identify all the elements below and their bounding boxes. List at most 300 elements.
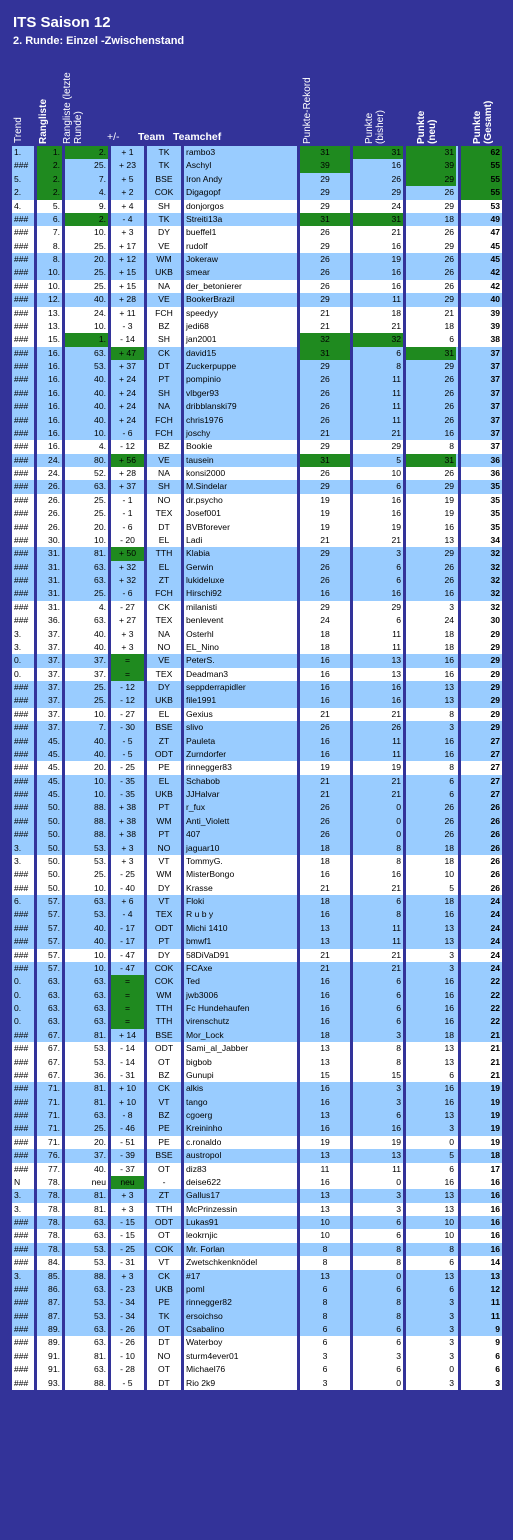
teamchef-cell: konsi2000: [186, 468, 226, 478]
bisher-cell: 19: [391, 762, 401, 773]
change-cell: + 32: [119, 561, 136, 572]
neu-cell: 26: [444, 227, 454, 238]
neu-cell: 16: [444, 1096, 454, 1107]
header-punkte-gesamt: Punkte (Gesamt): [472, 100, 494, 144]
prev-rank-cell: 63.: [94, 575, 106, 585]
change-cell: - 27: [120, 601, 135, 612]
neu-cell: 18: [444, 1029, 454, 1040]
change-cell: - 35: [120, 775, 135, 786]
table-row: [12, 240, 502, 253]
rank-cell: 78.: [48, 1203, 60, 1214]
bisher-cell: 6: [396, 347, 401, 358]
team-cell: TEX: [155, 668, 173, 679]
team-cell: UKB: [155, 267, 173, 278]
rekord-cell: 21: [320, 307, 330, 318]
prev-rank-cell: 53.: [94, 1257, 106, 1268]
table-row: [12, 1256, 502, 1269]
table-row: [12, 574, 502, 587]
prev-rank-cell: 53.: [94, 361, 106, 371]
prev-rank-cell: 25.: [94, 280, 106, 291]
rank-cell: 71.: [48, 1123, 60, 1134]
gesamt-cell: 24: [490, 909, 500, 920]
bisher-cell: 21: [391, 227, 401, 238]
bisher-cell: 6: [396, 896, 401, 906]
prev-rank-cell: 1.: [65, 333, 108, 346]
rank-cell: 24.: [48, 468, 60, 478]
bisher-cell: 3: [396, 548, 401, 559]
neu-cell: 13: [444, 682, 454, 692]
table-row: [12, 761, 502, 774]
neu-cell: 3: [449, 962, 454, 973]
teamchef-cell: bmwf1: [186, 936, 212, 947]
table-row: [12, 895, 502, 908]
table-row: [12, 320, 502, 333]
teamchef-cell: 407: [186, 829, 201, 840]
neu-cell: 18: [444, 641, 454, 652]
rekord-cell: 16: [320, 1176, 330, 1187]
change-cell: + 4: [121, 200, 134, 211]
team-cell: NO: [157, 494, 171, 505]
trend-cell: ###: [14, 748, 29, 759]
bisher-cell: 6: [396, 1003, 401, 1013]
gesamt-cell: 35: [490, 521, 500, 532]
rank-cell: 24.: [48, 454, 60, 465]
team-cell: FCH: [155, 307, 173, 318]
rekord-cell: 21: [320, 534, 330, 545]
bisher-cell: 3: [396, 1096, 401, 1107]
prev-rank-cell: 63.: [94, 1230, 106, 1241]
table-row: [12, 641, 502, 654]
teamchef-cell: FCAxe: [186, 962, 213, 973]
prev-rank-cell: 88.: [94, 802, 106, 813]
neu-cell: 31: [406, 347, 456, 360]
team-cell: PT: [158, 829, 170, 840]
bisher-cell: 16: [391, 1123, 401, 1134]
table-row: [12, 347, 502, 360]
table-row: [12, 1283, 502, 1296]
team-cell: EL: [158, 534, 170, 545]
trend-cell: ###: [14, 962, 29, 973]
gesamt-cell: 37: [490, 414, 500, 425]
gesamt-cell: 6: [495, 1364, 500, 1375]
trend-cell: ###: [14, 615, 29, 626]
trend-cell: ###: [14, 949, 29, 960]
rank-cell: 71.: [48, 1110, 60, 1120]
change-cell: - 26: [120, 1324, 135, 1334]
rekord-cell: 8: [322, 1257, 328, 1268]
table-row: [12, 668, 502, 681]
bisher-cell: 8: [396, 1310, 401, 1321]
prev-rank-cell: 40.: [94, 401, 106, 412]
bisher-cell: 19: [391, 254, 401, 264]
gesamt-cell: 16: [490, 1176, 500, 1187]
prev-rank-cell: 10.: [94, 708, 106, 719]
prev-rank-cell: 37.: [94, 655, 106, 666]
change-cell: - 1: [122, 494, 133, 505]
neu-cell: 24: [444, 615, 454, 626]
rank-cell: 8.: [52, 254, 60, 264]
trend-cell: ###: [14, 1337, 29, 1348]
team-cell: FCH: [155, 414, 173, 425]
rank-cell: 50.: [48, 842, 60, 853]
prev-rank-cell: 53.: [94, 842, 106, 853]
teamchef-cell: jwb3006: [186, 989, 219, 1000]
gesamt-cell: 36: [490, 468, 500, 478]
team-cell: COK: [154, 187, 174, 198]
table-row: [12, 735, 502, 748]
teamchef-cell: Zurndorfer: [186, 748, 227, 759]
prev-rank-cell: 37.: [94, 1150, 106, 1161]
bisher-cell: 6: [396, 1364, 401, 1375]
bisher-cell: 8: [396, 361, 401, 371]
team-cell: BSE: [155, 173, 173, 184]
prev-rank-cell: 10.: [94, 882, 106, 893]
header-rangliste-letzte: Rangliste (letzte Runde): [62, 72, 84, 144]
teamchef-cell: Ladi: [186, 534, 203, 545]
teamchef-cell: leokrnjic: [186, 1230, 218, 1241]
change-cell: - 6: [122, 521, 133, 532]
rank-cell: 31.: [48, 561, 60, 572]
neu-cell: 8: [449, 762, 454, 773]
table-row: [12, 775, 502, 788]
table-row: [12, 1029, 502, 1042]
team-cell: WM: [156, 869, 172, 880]
trend-cell: ###: [14, 414, 29, 425]
bisher-cell: 32: [353, 333, 403, 346]
rank-cell: 87.: [48, 1297, 60, 1308]
rank-cell: 37.: [48, 695, 60, 706]
teamchef-cell: austropol: [186, 1150, 222, 1161]
neu-cell: 13: [444, 1203, 454, 1214]
change-cell: - 1: [122, 508, 133, 519]
bisher-cell: 6: [396, 1337, 401, 1348]
neu-cell: 29: [444, 548, 454, 559]
gesamt-cell: 24: [490, 962, 500, 973]
table-row: [12, 949, 502, 962]
change-cell: =: [111, 1015, 144, 1028]
team-cell: PE: [158, 762, 170, 773]
neu-cell: 26: [444, 187, 454, 198]
teamchef-cell: chris1976: [186, 414, 224, 425]
trend-cell: ###: [14, 454, 29, 465]
rank-cell: 30.: [48, 534, 60, 545]
table-row: [12, 1163, 502, 1176]
neu-cell: 26: [444, 815, 454, 826]
header-rangliste: Rangliste: [38, 98, 49, 144]
change-cell: + 17: [119, 240, 136, 251]
team-cell: NA: [158, 468, 170, 478]
neu-cell: 8: [449, 708, 454, 719]
teamchef-cell: MisterBongo: [186, 869, 235, 880]
prev-rank-cell: 40.: [94, 294, 106, 305]
prev-rank-cell: 10.: [94, 962, 106, 973]
trend-cell: ###: [14, 240, 29, 251]
teamchef-cell: Kreininho: [186, 1123, 223, 1134]
neu-cell: 19: [444, 508, 454, 519]
change-cell: + 11: [119, 307, 136, 318]
gesamt-cell: 62: [461, 146, 502, 159]
table-row: [12, 1310, 502, 1323]
teamchef-cell: Osterhl: [186, 628, 214, 639]
trend-cell: ###: [14, 548, 29, 559]
rekord-cell: 21: [320, 949, 330, 960]
teamchef-cell: donjorgos: [186, 200, 224, 211]
prev-rank-cell: 81.: [94, 1029, 106, 1040]
trend-cell: 3.: [14, 628, 22, 639]
rekord-cell: 26: [320, 267, 330, 278]
teamchef-cell: EL_Nino: [186, 641, 219, 652]
trend-cell: ###: [14, 1257, 29, 1268]
trend-cell: N: [14, 1176, 21, 1187]
change-cell: - 25: [120, 869, 135, 880]
teamchef-cell: r_fux: [186, 802, 206, 813]
change-cell: =: [111, 1002, 144, 1015]
change-cell: - 20: [120, 534, 135, 545]
teamchef-cell: Floki: [186, 896, 205, 906]
rank-cell: 84.: [48, 1257, 60, 1268]
table-row: [12, 467, 502, 480]
gesamt-cell: 16: [490, 1230, 500, 1241]
bisher-cell: 11: [392, 401, 401, 412]
prev-rank-cell: 4.: [98, 441, 106, 452]
trend-cell: ###: [14, 521, 29, 532]
trend-cell: ###: [14, 1029, 29, 1040]
team-cell: OT: [158, 1364, 170, 1375]
rank-cell: 77.: [48, 1163, 60, 1174]
rekord-cell: 13: [320, 1203, 330, 1214]
change-cell: + 3: [121, 227, 134, 238]
bisher-cell: 16: [391, 494, 401, 505]
bisher-cell: 29: [391, 601, 401, 612]
bisher-cell: 21: [391, 427, 401, 438]
bisher-cell: 8: [396, 1056, 401, 1067]
team-cell: OT: [158, 1230, 170, 1241]
rank-cell: 45.: [48, 775, 60, 786]
prev-rank-cell: 25.: [94, 869, 106, 880]
neu-cell: 26: [444, 254, 454, 264]
gesamt-cell: 32: [490, 561, 500, 572]
rekord-cell: 26: [320, 387, 330, 398]
gesamt-cell: 26: [490, 882, 500, 893]
neu-cell: 26: [444, 387, 454, 398]
gesamt-cell: 14: [490, 1257, 500, 1268]
change-cell: + 24: [119, 387, 136, 398]
rank-cell: 71.: [48, 1083, 60, 1094]
bisher-cell: 10: [391, 468, 401, 478]
rekord-cell: 13: [320, 1190, 330, 1201]
neu-cell: 6: [449, 1069, 454, 1080]
change-cell: - 17: [120, 922, 135, 933]
rekord-cell: 26: [320, 468, 330, 478]
rank-cell: 16.: [48, 347, 60, 358]
change-cell: - 4: [122, 213, 133, 224]
gesamt-cell: 13: [490, 1270, 500, 1281]
prev-rank-cell: 40.: [94, 641, 106, 652]
bisher-cell: 16: [391, 240, 401, 251]
teamchef-cell: bueffel1: [186, 227, 217, 238]
table-row: [12, 521, 502, 534]
table-row: [12, 654, 502, 667]
teamchef-cell: Zuckerpuppe: [186, 361, 237, 371]
teamchef-cell: Klabia: [186, 548, 210, 559]
neu-cell: 3: [449, 949, 454, 960]
trend-cell: ###: [14, 1364, 29, 1375]
rekord-cell: 26: [320, 414, 330, 425]
prev-rank-cell: 24.: [94, 307, 106, 318]
team-cell: UKB: [155, 1283, 173, 1294]
team-cell: DT: [158, 361, 170, 371]
neu-cell: 16: [444, 1176, 454, 1187]
table-row: [12, 601, 502, 614]
change-cell: + 3: [121, 641, 134, 652]
change-cell: + 2: [121, 187, 134, 198]
prev-rank-cell: 63.: [94, 1364, 106, 1375]
change-cell: + 37: [119, 361, 136, 371]
gesamt-cell: 37: [490, 374, 500, 385]
prev-rank-cell: 80.: [94, 454, 106, 465]
neu-cell: 26: [444, 829, 454, 840]
header-teamchef: Teamchef: [173, 131, 222, 143]
neu-cell: 16: [444, 1083, 454, 1094]
neu-cell: 6: [449, 1163, 454, 1174]
bisher-cell: 21: [391, 708, 401, 719]
gesamt-cell: 27: [490, 748, 500, 759]
trend-cell: ###: [14, 1243, 29, 1254]
team-cell: ZT: [158, 1190, 170, 1201]
rank-cell: 57.: [48, 896, 60, 906]
trend-cell: ###: [14, 267, 29, 278]
teamchef-cell: c.ronaldo: [186, 1136, 222, 1147]
rank-cell: 78.: [48, 1217, 60, 1227]
rekord-cell: 19: [320, 508, 330, 519]
teamchef-cell: milanisti: [186, 601, 218, 612]
gesamt-cell: 16: [490, 1243, 500, 1254]
rekord-cell: 29: [320, 200, 330, 211]
rank-cell: 67.: [48, 1029, 60, 1040]
trend-cell: ###: [14, 1310, 29, 1321]
page-subtitle: 2. Runde: Einzel -Zwischenstand: [13, 35, 185, 47]
team-cell: BZ: [158, 1069, 170, 1080]
change-cell: + 28: [119, 468, 136, 478]
prev-rank-cell: 2.: [65, 213, 108, 226]
table-row: [12, 1203, 502, 1216]
rekord-cell: 11: [320, 1163, 330, 1174]
gesamt-cell: 24: [490, 896, 500, 906]
table-row: [12, 815, 502, 828]
gesamt-cell: 42: [490, 267, 500, 278]
trend-cell: ###: [14, 601, 29, 612]
teamchef-cell: dr.psycho: [186, 494, 223, 505]
team-cell: ODT: [154, 1217, 174, 1227]
rekord-cell: 26: [320, 802, 330, 813]
table-row: [12, 975, 502, 988]
trend-cell: ###: [14, 802, 29, 813]
change-cell: - 30: [120, 722, 135, 733]
bisher-cell: 6: [396, 976, 401, 987]
change-cell: + 38: [119, 815, 136, 826]
rank-cell: 45.: [48, 748, 60, 759]
rank-cell: 2.: [37, 159, 62, 172]
change-cell: - 5: [122, 1377, 133, 1388]
rekord-cell: 21: [320, 320, 330, 331]
trend-cell: ###: [14, 922, 29, 933]
team-cell: BSE: [155, 722, 173, 733]
neu-cell: 0: [449, 1364, 454, 1375]
table-row: [12, 1056, 502, 1069]
trend-cell: ###: [14, 775, 29, 786]
trend-cell: ###: [14, 561, 29, 572]
neu-cell: 13: [444, 1190, 454, 1201]
change-cell: - 28: [120, 1364, 135, 1375]
neu-cell: 26: [444, 575, 454, 585]
trend-cell: 0.: [14, 989, 22, 1000]
change-cell: - 3: [122, 320, 133, 331]
rank-cell: 31.: [48, 588, 60, 599]
rekord-cell: 16: [320, 1096, 330, 1107]
rank-cell: 67.: [48, 1069, 60, 1080]
rekord-cell: 21: [320, 962, 330, 973]
bisher-cell: 11: [392, 641, 401, 652]
gesamt-cell: 29: [490, 655, 500, 666]
bisher-cell: 21: [391, 949, 401, 960]
header-team: Team: [138, 131, 165, 143]
neu-cell: 26: [444, 267, 454, 278]
rekord-cell: 26: [320, 575, 330, 585]
rekord-cell: 18: [320, 1029, 330, 1040]
team-cell: SH: [158, 200, 170, 211]
neu-cell: 8: [449, 1243, 454, 1254]
prev-rank-cell: 40.: [94, 1163, 106, 1174]
rekord-cell: 16: [320, 1083, 330, 1094]
team-cell: COK: [154, 962, 174, 973]
gesamt-cell: 29: [490, 628, 500, 639]
table-row: [12, 159, 502, 172]
bisher-cell: 19: [391, 521, 401, 532]
change-cell: + 15: [119, 280, 136, 291]
teamchef-cell: Bookie: [186, 441, 213, 452]
teamchef-cell: Fc Hundehaufen: [186, 1003, 250, 1013]
gesamt-cell: 39: [490, 320, 500, 331]
team-cell: ZT: [158, 575, 170, 585]
team-cell: VE: [158, 655, 170, 666]
prev-rank-cell: 40.: [94, 387, 106, 398]
table-row: [12, 1082, 502, 1095]
bisher-cell: 6: [396, 481, 401, 492]
rekord-cell: 21: [320, 708, 330, 719]
neu-cell: 39: [406, 159, 456, 172]
change-cell: + 3: [121, 855, 134, 866]
teamchef-cell: vlbger93: [186, 387, 219, 398]
trend-cell: ###: [14, 213, 29, 224]
neu-cell: 18: [444, 896, 454, 906]
rank-cell: 45.: [48, 789, 60, 799]
rank-cell: 16.: [48, 361, 60, 371]
rekord-cell: 16: [320, 695, 330, 706]
trend-cell: ###: [14, 374, 29, 385]
gesamt-cell: 3: [495, 1377, 500, 1388]
table-row: [12, 1229, 502, 1242]
gesamt-cell: 26: [490, 869, 500, 880]
neu-cell: 26: [444, 561, 454, 572]
bisher-cell: 16: [391, 695, 401, 706]
gesamt-cell: 49: [490, 213, 500, 224]
trend-cell: ###: [14, 1096, 29, 1107]
neu-cell: 16: [444, 427, 454, 438]
prev-rank-cell: 40.: [94, 414, 106, 425]
trend-cell: ###: [14, 1230, 29, 1241]
team-cell: TTH: [155, 548, 173, 559]
change-cell: - 35: [120, 789, 135, 799]
